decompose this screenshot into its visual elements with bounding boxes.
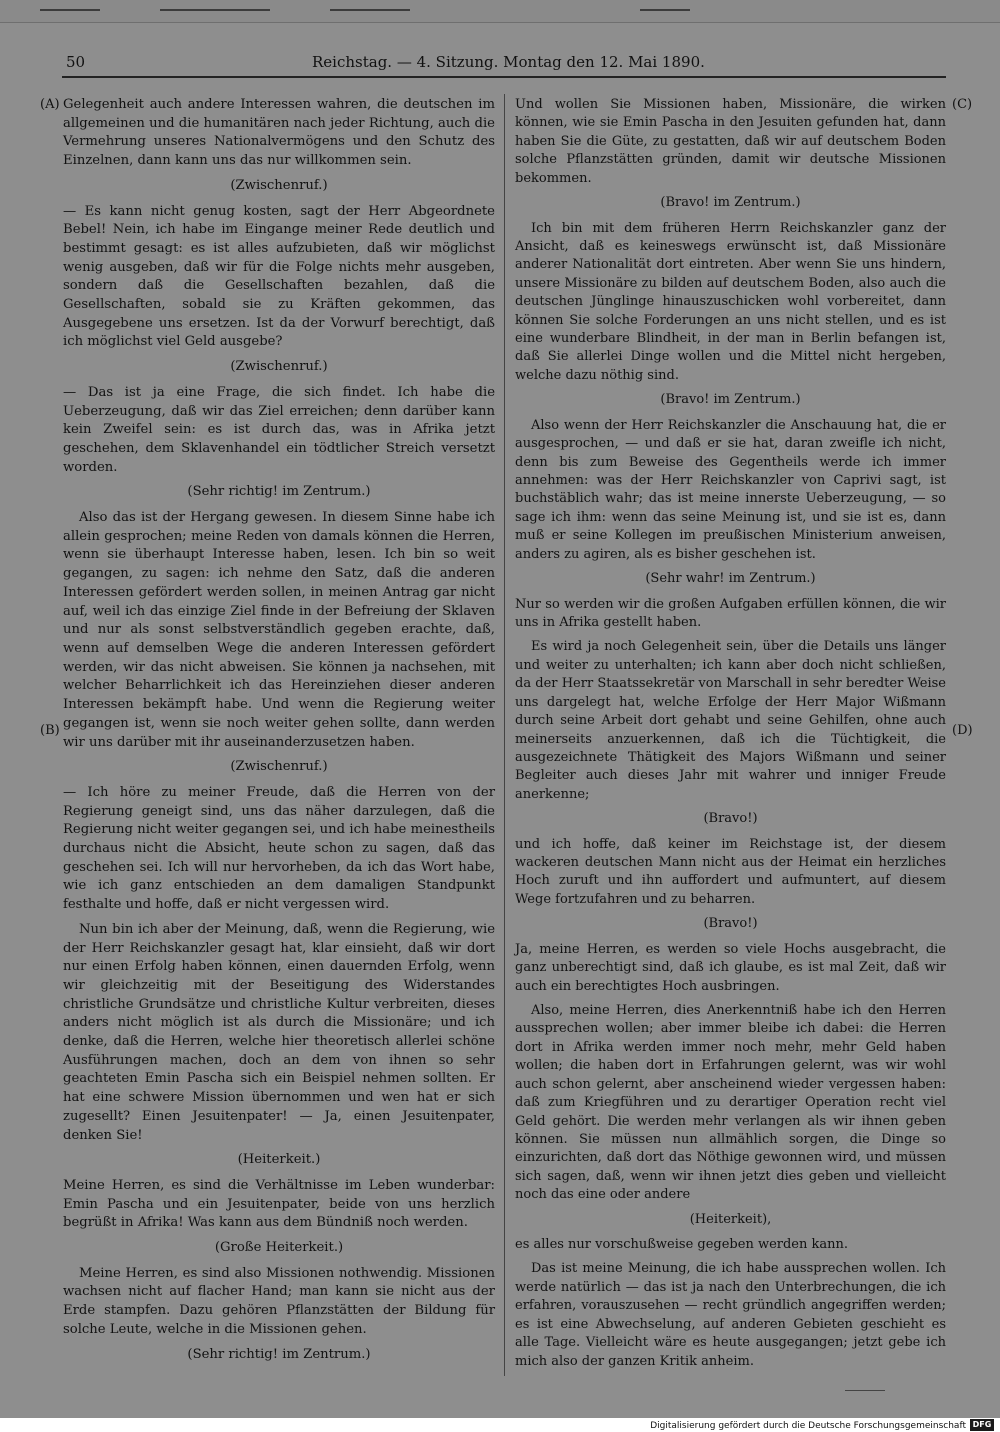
left-column [63, 96, 495, 1371]
interjection: (Sehr richtig! im Zentrum.) [187, 484, 371, 500]
dfg-logo: DFG [970, 1419, 994, 1431]
paragraph: Das ist meine Meinung, die ich habe aussprechen wollen. Ich werde natürlich — das ist ja nach den Unterbrechungen, die ich erfahren, vorauszusehen — recht gründlich angegriffen werden; es ist eine Abwechselung, auf anderen Gebieten geschieht es alle Tage. Vielleicht wäre es heute ausgegangen; jetzt gebe ich mich also der ganzen Kritik anheim. [515, 1261, 946, 1369]
paragraph: Also, meine Herren, dies Anerkenntniß habe ich den Herren aussprechen wollen; aber immer bleibe ich dabei: die Herren dort in Afrika werden immer noch mehr, mehr Geld haben wollen; die haben dort in Erfahrungen gelernt, was wir wohl auch schon gelernt, aber anscheinend wieder vergessen haben: daß zum Kriegführen und zu derartiger Operation recht viel Geld gehört. Die werden mehr verlangen als wir ihnen geben können. Sie müssen nun allmählich sorgen, die Dinge so einzurichten, daß dort das Nöthige gewonnen wird, und müssen sich sagen, daß, wenn wir ihnen jetzt dies geben und vielleicht noch das eine oder andere [515, 1002, 946, 1203]
margin-mark-c: (C) [952, 97, 973, 112]
margin-mark-d: (D) [952, 723, 973, 738]
scan-edge-mark [330, 9, 410, 11]
top-scan-edge [0, 0, 1000, 23]
scan-edge-mark [640, 9, 690, 11]
paragraph: und ich hoffe, daß keiner im Reichstage ist, der diesem wackeren deutschen Mann nicht aus der Heimat ein herzliches Hoch zuruft und ihn auffordert und aufmuntert, auf diesem Wege fortzufahren und zu beharren. [515, 836, 946, 907]
margin-mark-b: (B) [40, 723, 60, 738]
paragraph: Gelegenheit auch andere Interessen wahren, die deutschen im allgemeinen und die humanitären nach jeder Richtung, auch die Vermehrung unseres Nationalvermögens und den Schutz des Einzelnen, dann kann uns das nur willkommen sein. [63, 97, 495, 169]
interjection: (Sehr wahr! im Zentrum.) [645, 571, 816, 587]
paragraph: Meine Herren, es sind die Verhältnisse im Leben wunderbar: Emin Pascha und ein Jesuitenpater, beide von uns herzlich begrüßt in Afrika! Was kann aus dem Bündniß noch werden. [63, 1177, 495, 1231]
paragraph: Also das ist der Hergang gewesen. In diesem Sinne habe ich allein gesprochen; meine Reden von damals können die Herren, wenn sie überhaupt Interesse haben, lesen. Ich bin so weit gegangen, zu sagen: ich nehme den Satz, daß die anderen Interessen gefördert werden sollen, in meinen Antrag gar nicht auf, weil ich das einzige Ziel finde in der Befreiung der Sklaven und nur als sonst selbstverständlich gegeben erachte, daß, wenn auf demselben Wege die anderen Interessen gefördert werden, wir das nicht abweisen. Sie können ja nachsehen, mit welcher Beharrlichkeit ich das Hereinziehen dieser anderen Interessen bekämpft habe. Und wenn die Regierung weiter gegangen ist, wenn sie noch weiter gehen sollte, dann werden wir uns darüber mit ihr auseinanderzusetzen haben. [63, 510, 495, 750]
margin-mark-a: (A) [40, 97, 60, 112]
paragraph: Nur so werden wir die großen Aufgaben erfüllen können, die wir uns in Afrika gestellt haben. [515, 596, 946, 630]
page-number: 50 [66, 53, 86, 71]
interjection: (Zwischenruf.) [230, 177, 328, 193]
interjection: (Bravo!) [703, 916, 758, 932]
interjection: (Sehr richtig! im Zentrum.) [187, 1346, 371, 1362]
paragraph: Also wenn der Herr Reichskanzler die Anschauung hat, die er ausgesprochen, — und daß er sie hat, daran zweifle ich nicht, denn bis zum Beweise des Gegentheils werde ich immer annehmen: was der Herr Reichskanzler von Caprivi sagt, ist buchstäblich wahr; das ist meine innerste Ueberzeugung, — so sage ich ihm: wenn das seine Meinung ist, und sie ist es, dann muß er seine Kollegen im preußischen Ministerium anweisen, anders zu agiren, als es bisher geschehen ist. [515, 417, 946, 562]
column-divider [504, 94, 505, 1376]
digitization-credit: Digitalisierung gefördert durch die Deutsche Forschungsgemeinschaft [650, 1421, 966, 1431]
paragraph: Nun bin ich aber der Meinung, daß, wenn die Regierung, wie der Herr Reichskanzler gesagt hat, klar einsieht, daß wir dort nur einen Erfolg haben können, einen dauernden Erfolg, wenn wir gleichzeitig mit der Beseitigung des Widerstandes christliche Grundsätze und christliche Kultur verbreiten, dieses anders nicht möglich ist als durch die Missionäre; und ich denke, daß die Herren, welche hier theoretisch allerlei schöne Ausführungen machen, doch an dem von ihnen so sehr geachteten Emin Pascha sich ein Beispiel nehmen sollten. Er hat eine schwere Mission übernommen und wen hat er sich zugesellt? Einen Jesuitenpater! — Ja, einen Jesuitenpater, denken Sie! [63, 921, 495, 1143]
closing-rule [845, 1390, 885, 1391]
paragraph: es alles nur vorschußweise gegeben werden kann. [515, 1237, 849, 1253]
interjection: (Zwischenruf.) [230, 759, 328, 775]
scan-edge-mark [160, 9, 270, 11]
interjection: (Heiterkeit), [689, 1211, 772, 1227]
interjection: (Bravo! im Zentrum.) [660, 392, 801, 408]
paragraph: — Es kann nicht genug kosten, sagt der Herr Abgeordnete Bebel! Nein, ich habe im Eingange meiner Rede deutlich und bestimmt gesagt: es ist alles aufzubieten, daß wir möglichst wenig ausgeben, daß wir für die Folge nichts mehr ausgeben, sondern daß die Gesellschaften bezahlen, daß die Gesellschaften, sobald sie zu Kräften gekommen, das Ausgegebene uns ersetzen. Ist da der Vorwurf berechtigt, daß ich möglichst viel Geld ausgebe? [63, 203, 495, 350]
paragraph: — Ich höre zu meiner Freude, daß die Herren von der Regierung geneigt sind, uns das näher darzulegen, daß die Regierung nicht weiter gegangen sei, und ich habe meinestheils durchaus nicht die Absicht, heute schon zu sagen, daß das geschehen sei. Ich will nur hervorheben, da ich das Wort habe, wie ich ganz entschieden an dem damaligen Standpunkt festhalte und hoffe, daß er nicht vergessen wird. [63, 784, 495, 913]
paragraph: Ja, meine Herren, es werden so viele Hochs ausgebracht, die ganz unberechtigt sind, daß ich glaube, es ist mal Zeit, daß wir auch ein berechtigtes Hoch ausbringen. [515, 941, 946, 994]
running-title: Reichstag. — 4. Sitzung. Montag den 12. Mai 1890. [312, 53, 705, 71]
paragraph: — Das ist ja eine Frage, die sich findet. Ich habe die Ueberzeugung, daß wir das Ziel erreichen; denn darüber kann kein Zweifel sein: es ist durch das, was in Afrika jetzt geschehen, dem Sklavenhandel ein tödtlicher Streich versetzt worden. [63, 384, 495, 475]
scan-edge-mark [40, 9, 100, 11]
paragraph: Ich bin mit dem früheren Herrn Reichskanzler ganz der Ansicht, daß es keineswegs erwünscht ist, daß Missionäre anderer Nationalität dort eintreten. Aber wenn Sie uns hindern, unsere Missionäre zu bilden auf deutschem Boden, also auch die deutschen Jünglinge hinauszuschicken wohl vorbereitet, dann können Sie solche Forderungen an uns nicht stellen, und es ist eine wunderbare Blindheit, in der man in Berlin befangen ist, daß Sie allerlei Dinge wollen und die Mittel nicht hergeben, welche dazu nöthig sind. [515, 220, 946, 383]
interjection: (Heiterkeit.) [237, 1152, 321, 1168]
paragraph: Und wollen Sie Missionen haben, Missionäre, die wirken können, wie sie Emin Pascha in den Jesuiten gefunden hat, dann haben Sie die Güte, zu gestatten, daß wir auf deutschem Boden solche Pflanzstätten gründen, damit wir deutsche Missionen bekommen. [515, 97, 946, 186]
interjection: (Große Heiterkeit.) [214, 1240, 344, 1256]
header-rule [62, 76, 946, 78]
paragraph: Meine Herren, es sind also Missionen nothwendig. Missionen wachsen nicht auf flacher Hand; man kann sie nicht aus der Erde stampfen. Dazu gehören Pflanzstätten der Bildung für solche Leute, welche in die Missionen gehen. [63, 1265, 495, 1337]
interjection: (Zwischenruf.) [230, 359, 328, 375]
interjection: (Bravo! im Zentrum.) [660, 195, 801, 211]
interjection: (Bravo!) [703, 811, 758, 827]
paragraph: Es wird ja noch Gelegenheit sein, über die Details uns länger und weiter zu unterhalten; ich kann aber doch nicht schließen, da der Herr Staatssekretär von Marschall in sehr beredter Weise uns dargelegt hat, welche Erfolge der Herr Major Wißmann durch seine Arbeit dort gehabt und seine Gehilfen, ohne auch meinerseits anzuerkennen, daß ich die Tüchtigkeit, die ausgezeichnete Thätigkeit des Majors Wißmann und seiner Begleiter auch dieses Jahr mit wahrer und inniger Freude anerkenne; [515, 639, 946, 802]
right-column [515, 96, 946, 1371]
